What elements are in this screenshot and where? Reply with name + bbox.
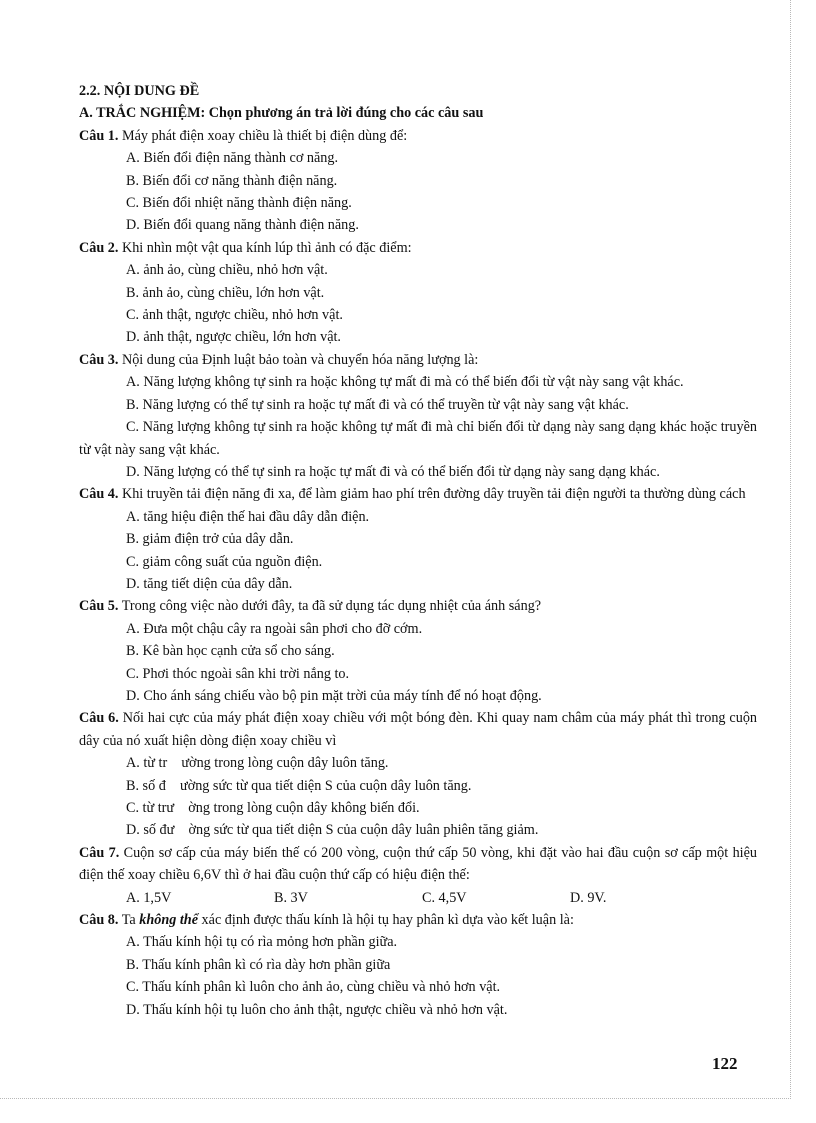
option-row [79, 887, 757, 909]
question-label: Câu 6. [79, 710, 119, 727]
option: D. Năng lượng có thể tự sinh ra hoặc tự mất đi và có thể biến đổi từ dạng này sang dạng khác. [126, 463, 660, 480]
option: A. Đưa một chậu cây ra ngoài sân phơi cho đỡ cớm. [126, 620, 423, 637]
option: C. Năng lượng không tự sinh ra hoặc không tự mất đi mà chỉ biến đổi từ dạng này sang dạng khác hoặc truyền từ vật này sang vật khác. [79, 419, 757, 458]
question-7 [79, 842, 757, 887]
question-label: Câu 3. [79, 351, 119, 368]
question-label: Câu 1. [79, 127, 119, 144]
option: B. giảm điện trở của dây dẫn. [126, 531, 294, 548]
question-text-after: xác định được thấu kính là hội tụ hay phân kì dựa vào kết luận là: [201, 912, 574, 929]
option: B. ảnh ảo, cùng chiều, lớn hơn vật. [126, 284, 325, 301]
option: C. Phơi thóc ngoài sân khi trời nắng to. [126, 665, 350, 682]
question-text: Trong công việc nào dưới đây, ta đã sử dụng tác dụng nhiệt của ánh sáng? [121, 598, 542, 615]
page-number: 122 [712, 1054, 738, 1073]
question-label: Câu 5. [79, 598, 119, 615]
option: C. giảm công suất của nguồn điện. [126, 553, 323, 570]
option: A. tăng hiệu điện thế hai đầu dây dẫn điện. [126, 508, 370, 525]
option: D. số đư ờng sức từ qua tiết diện S của cuộn dây luân phiên tăng giảm. [126, 822, 539, 839]
question-text: Khi nhìn một vật qua kính lúp thì ảnh có đặc điểm: [121, 239, 412, 256]
option: C. 4,5V [422, 889, 467, 906]
question-text: Máy phát điện xoay chiều là thiết bị điện dùng để: [121, 127, 408, 144]
question-text-before: Ta [121, 912, 136, 929]
option: D. ảnh thật, ngược chiều, lớn hơn vật. [126, 329, 341, 346]
question-6 [79, 707, 757, 752]
option: B. số đ ường sức từ qua tiết diện S của cuộn dây luôn tăng. [126, 777, 472, 794]
question-2 [79, 237, 757, 259]
part-a-heading [79, 102, 757, 124]
option: C. Thấu kính phân kì luôn cho ảnh ảo, cùng chiều và nhỏ hơn vật. [126, 979, 501, 996]
option: B. Kê bàn học cạnh cửa sổ cho sáng. [126, 643, 335, 660]
question-label: Câu 4. [79, 486, 119, 503]
question-text-emphasis: không thể [139, 912, 198, 929]
option: A. ảnh ảo, cùng chiều, nhỏ hơn vật. [126, 262, 328, 279]
question-label: Câu 2. [79, 239, 119, 256]
option: C. ảnh thật, ngược chiều, nhỏ hơn vật. [126, 307, 343, 324]
question-label: Câu 8. [79, 912, 119, 929]
option: D. 9V. [570, 889, 607, 906]
option: B. Năng lượng có thể tự sinh ra hoặc tự mất đi và có thể truyền từ vật này sang vật khác. [126, 396, 629, 413]
option: B. Thấu kính phân kì có rìa dày hơn phần giữa [126, 956, 391, 973]
question-text: Cuộn sơ cấp của máy biến thế có 200 vòng, cuộn thứ cấp 50 vòng, khi đặt vào hai đầu cuộn sơ cấp một hiệu điện thế xoay chiều 6,6V thì ở hai đầu cuộn thứ cấp có hiệu điện thế: [79, 844, 758, 884]
option: C. Biến đổi nhiệt năng thành điện năng. [126, 195, 352, 212]
option: D. tăng tiết diện của dây dẫn. [126, 575, 293, 592]
question-3 [79, 349, 757, 371]
option: A. Biến đổi điện năng thành cơ năng. [126, 150, 338, 167]
option: D. Cho ánh sáng chiếu vào bộ pin mặt trời của máy tính để nó hoạt động. [126, 687, 542, 704]
option: C. từ trư ờng trong lòng cuộn dây không biến đổi. [126, 800, 420, 816]
question-text: Nối hai cực của máy phát điện xoay chiều với một bóng đèn. Khi quay nam châm của máy phát thì trong cuộn dây của nó xuất hiện dòng điện xoay chiều vì [79, 710, 758, 749]
option: A. Thấu kính hội tụ có rìa mỏng hơn phần giữa. [126, 934, 398, 951]
option: A. từ tr ường trong lòng cuộn dây luôn tăng. [126, 755, 389, 772]
option: D. Biến đổi quang năng thành điện năng. [126, 217, 359, 234]
question-4 [79, 483, 757, 505]
question-1 [79, 125, 757, 147]
question-8 [79, 909, 757, 931]
question-label: Câu 7. [79, 844, 120, 861]
option: A. Năng lượng không tự sinh ra hoặc không tự mất đi mà có thể biến đổi từ vật này sang vật khác. [126, 374, 684, 391]
option: A. 1,5V [126, 889, 172, 906]
section-title: 2.2. NỘI DUNG ĐỀ [79, 83, 200, 99]
question-text: Khi truyền tải điện năng đi xa, để làm giảm hao phí trên đường dây truyền tải điện người ta thường dùng cách [121, 486, 746, 503]
option: B. 3V [274, 889, 308, 906]
part-a-instruction: Chọn phương án trả lời đúng cho các câu sau [208, 105, 484, 122]
option: B. Biến đổi cơ năng thành điện năng. [126, 172, 338, 189]
document-body [79, 80, 757, 1021]
option: D. Thấu kính hội tụ luôn cho ảnh thật, ngược chiều và nhỏ hơn vật. [126, 1001, 508, 1018]
question-5 [79, 595, 757, 617]
part-a-label: A. TRẮC NGHIỆM: [79, 105, 206, 122]
question-text: Nội dung của Định luật bảo toàn và chuyển hóa năng lượng là: [121, 351, 479, 368]
